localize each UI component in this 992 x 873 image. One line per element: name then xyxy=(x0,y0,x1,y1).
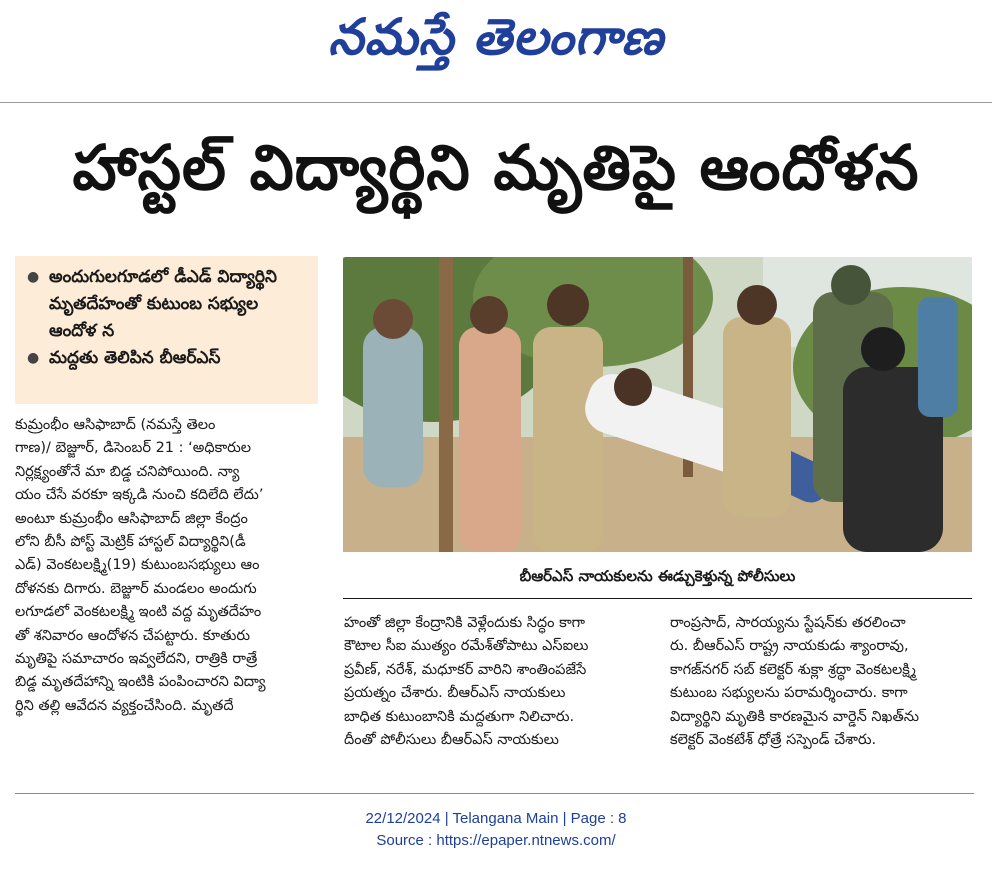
headline xyxy=(0,125,992,225)
news-photo xyxy=(343,257,972,552)
footer-date-page: 22/12/2024 | Telangana Main | Page : 8 xyxy=(365,810,627,827)
article-column-3: రాంప్రసాద్, సారయ్యను స్టేషన్‌కు తరలించా రు. బీఆర్ఎస్ రాష్ట్ర నాయకుడు శ్యాంరావు, కాగజ్‌నగర్ సబ్ కలెక్టర్ శుక్లా శ్రద్ధా వెంకటలక్ష్మి కుటుంబ సభ్యులను పరామర్శించారు. కాగా విద్యార్థిని మృతికి కారణమైన వార్డెన్ నిఖత్‌ను కలెక్టర్ వెంకటేశ్ ధోత్రే సస్పెండ్ చేశారు. xyxy=(670,615,919,749)
article-column-2: హంతో జిల్లా కేంద్రానికి వెళ్లేందుకు సిద్ధం కాగా కౌటాల సీఐ ముత్యం రమేశ్‌తోపాటు ఎస్ఐలు ప్రవీణ్, నరేశ్, మధూకర్ వారిని శాంతింపజేసే ప్రయత్నం చేశారు. బీఆర్ఎస్ నాయకులు బాధిత కుటుంబానికి మద్దతుగా నిలిచారు. దీంతో పోలీసులు బీఆర్ఎస్ నాయకులు xyxy=(344,615,589,749)
caption-divider xyxy=(343,598,972,599)
masthead xyxy=(0,0,992,86)
highlight-text: అందుగులగూడలో డీఎడ్ విద్యార్థిని మృతదేహంతో కుటుంబ సభ్యుల ఆందోళ న xyxy=(49,267,277,341)
masthead-divider xyxy=(0,102,992,103)
footer-source[interactable]: Source : https://epaper.ntnews.com/ xyxy=(376,832,616,849)
caption-text: బీఆర్ఎస్ నాయకులను ఈడ్చుకెళ్తున్న పోలీసులు xyxy=(519,567,796,585)
bullet-icon: ● xyxy=(27,350,40,366)
highlight-item xyxy=(27,345,310,372)
highlight-text: మద్దతు తెలిపిన బీఆర్ఎస్ xyxy=(49,348,221,368)
photo-caption xyxy=(343,560,972,596)
bullet-icon: ● xyxy=(27,269,40,285)
footer xyxy=(0,808,992,858)
highlight-item xyxy=(27,264,310,345)
protest-scene-image xyxy=(343,257,972,552)
footer-divider xyxy=(15,793,974,794)
article-column-1: కుమ్రంభీం ఆసిఫాబాద్ (నమస్తే తెలం గాణ)/ బెజ్జూర్, డిసెంబర్ 21 : ‘అధికారుల నిర్లక్ష్యంతోనే మా బిడ్డ చనిపోయింది. న్యా యం చేసే వరకూ ఇక్కడి నుంచి కదిలేది లేదు’ అంటూ కుమ్రంభీం ఆసిఫాబాద్ జిల్లా కేంద్రం లోని బీసీ పోస్ట్ మెట్రిక్ హాస్టల్ విద్యార్థిని(డీ ఎడ్) వెంకటలక్ష్మి(19) కుటుంబసభ్యులు ఆం దోళనకు దిగారు. బెజ్జూర్ మండలం అందుగు లగూడలో వెంకటలక్ష్మి ఇంటి వద్ద మృతదేహం తో శనివారం ఆందోళన చేపట్టారు. కూతురు మృతిపై సమాచారం ఇవ్వలేదని, రాత్రికి రాత్రే బిడ్డ మృతదేహాన్ని ఇంటికి పంపించారని విద్యా ర్థిని తల్లి ఆవేదన వ్యక్తంచేసింది. మృతదే xyxy=(15,417,266,714)
highlights-box xyxy=(15,256,318,404)
headline-text: హాస్టల్ విద్యార్థిని మృతిపై ఆందోళన xyxy=(72,131,920,204)
newspaper-logo: నమస్తే తెలంగాణ xyxy=(328,7,664,66)
